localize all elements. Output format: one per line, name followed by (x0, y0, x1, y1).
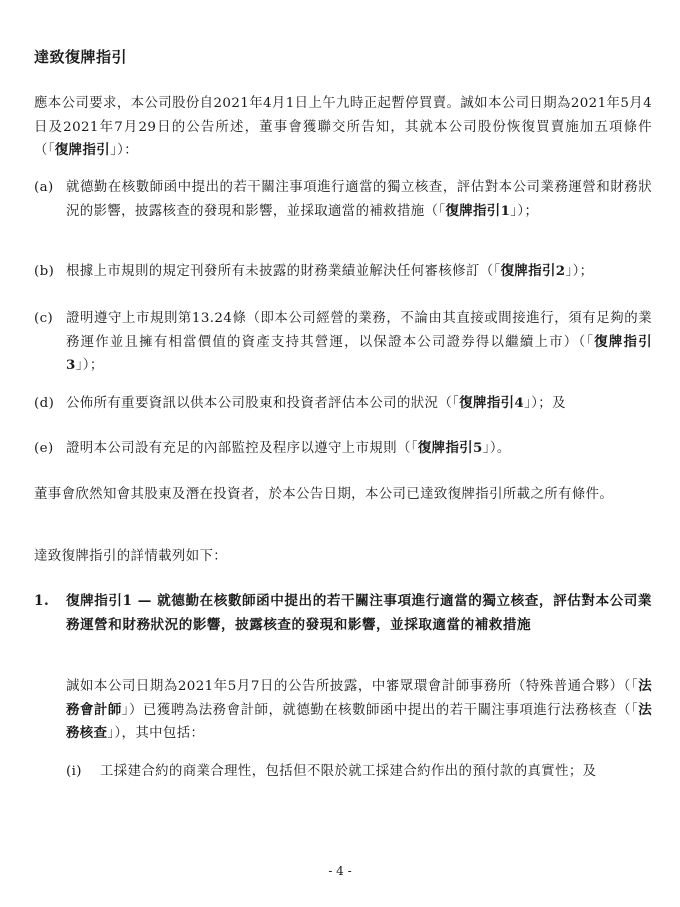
defined-term-forensic-review: 法務核查 (66, 701, 653, 741)
list-label: (e) (34, 441, 54, 456)
list-text: 證明遵守上市規則第13.24條（即本公司經營的業務，不論由其直接或間接進行，須有足夠的業務運作並且擁有相當價值的資產支持其營運，以保證本公司證券得以繼續上市）（「復牌指引3」）； (66, 311, 652, 373)
board-paragraph: 董事會欣然知會其股東及潛在投資者，於本公告日期，本公司已達致復牌指引所載之所有條件。 (34, 487, 614, 502)
section-title: 復牌指引1 — 就德勤在核數師函中提出的若干關注事項進行適當的獨立核查，評估對本公司業務運營和財務狀況的影響，披露核查的發現和影響，並採取適當的補救措施 (66, 593, 652, 633)
section-heading: 達致復牌指引 (34, 48, 128, 66)
defined-term: 復牌指引2 (500, 263, 566, 279)
intro-text-c: 」）： (110, 143, 139, 158)
defined-term: 復牌指引4 (459, 395, 525, 411)
defined-term-forensic-accountant: 法務會計師 (66, 678, 652, 718)
intro-defined-term: 復牌指引 (54, 142, 111, 158)
list-text: 公佈所有重要資訊以供本公司股東和投資者評估本公司的狀況（「復牌指引4」）；及 (66, 395, 566, 411)
list-text: 證明本公司設有充足的內部監控及程序以遵守上市規則（「復牌指引5」）。 (66, 440, 511, 456)
list-label: (d) (34, 396, 55, 411)
list-text: 就德勤在核數師函中提出的若干關注事項進行適當的獨立核查，評估對本公司業務運營和財務狀況的影響，披露核查的發現和影響，並採取適當的補救措施（「復牌指引1」）； (66, 180, 652, 219)
section-number: 1. (34, 593, 50, 609)
list-text: 根據上市規則的規定刊發所有未披露的財務業績並解決任何審核修訂（「復牌指引2」）； (66, 263, 594, 279)
sub-list-text: 工採建合約的商業合理性，包括但不限於就工採建合約作出的預付款的真實性；及 (100, 764, 597, 779)
defined-term: 復牌指引3 (66, 333, 652, 373)
sub-list-label: (i) (66, 764, 82, 779)
list-label: (a) (34, 180, 54, 195)
list-label: (b) (34, 264, 55, 279)
section-1-paragraph: 誠如本公司日期為2021年5月7日的公告所披露，中審眾環會計師事務所（特殊普通合夥）（「法務會計師」）已獲聘為法務會計師，就德勤在核數師函中提出的若干關注事項進行法務核查（「法務核查」），其中包括： (66, 678, 653, 741)
list-label: (c) (34, 311, 54, 326)
intro-paragraph (34, 92, 652, 163)
page-number: - 4 - (328, 864, 352, 878)
details-intro: 達致復牌指引的詳情載列如下： (34, 549, 228, 564)
intro-text-a: 應本公司要求，本公司股份自2021年4月1日上午九時正起暫停買賣。誠如本公司日期為2021年5月4日及2021年7月29日的公告所述，董事會獲聯交所告知，其就本公司股份恢復買賣施加五項條件（「 (34, 96, 652, 158)
defined-term: 復牌指引5 (417, 440, 483, 456)
defined-term: 復牌指引1 (445, 202, 511, 219)
